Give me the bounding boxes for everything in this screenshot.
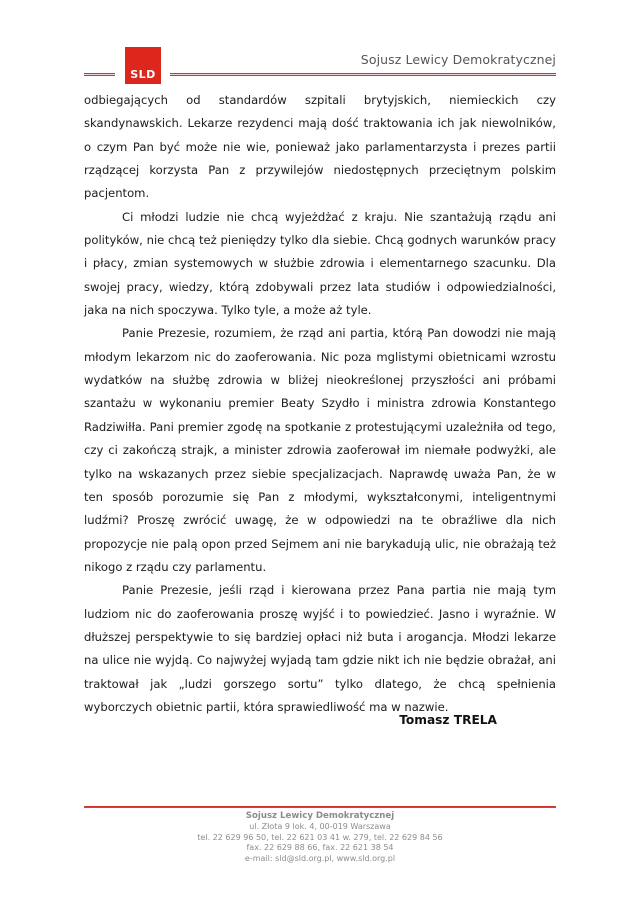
letter-body: [84, 89, 556, 719]
footer-rule: [84, 806, 556, 808]
footer-faxes: fax. 22 629 88 66, fax. 22 621 38 54: [246, 843, 394, 852]
footer-phones: tel. 22 629 96 50, tel. 22 621 03 41 w. 279, tel. 22 629 84 56: [197, 832, 443, 842]
paragraph-4: Panie Prezesie, jeśli rząd i kierowana przez Pana partia nie mają tym ludziom nic do zaoferowania proszę wyjść i to powiedzieć. Jasno i wyraźnie. W dłuższej perspektywie to się bardziej opłaci niż buta i arogancja. Młodzi lekarze na ulice nie wyjdą. Co najwyżej wyjadą tam gdzie nikt ich nie będzie obrażał, ani traktował jak „ludzi gorszego sortu” tylko dlatego, że chcą spełnienia wyborczych obietnic partii, która sprawiedliwość ma w nazwie.: [84, 583, 556, 714]
header-org-name: Sojusz Lewicy Demokratycznej: [360, 52, 556, 67]
page-footer: [84, 806, 556, 864]
paragraph-2: Ci młodzi ludzie nie chcą wyjeżdżać z kraju. Nie szantażują rządu ani polityków, nie chcą też pieniędzy tylko dla siebie. Chcą godnych warunków pracy i płacy, zmian systemowych w służbie zdrowia i elementarnego szacunku. Dla swojej pracy, wiedzy, którą zdobywali przez lata studiów i odpowiedzialności, jaka na nich spoczywa. Tylko tyle, a może aż tyle.: [84, 209, 556, 318]
paragraph-3: Panie Prezesie, rozumiem, że rząd ani partia, którą Pan dowodzi nie mają młodym lekarzom nic do zaoferowania. Nic poza mglistymi obietnicami wzrostu wydatków na służbę zdrowia w bliżej nieokreślonej przyszłości ani próbami szantażu w wykonaniu premier Beaty Szydło i ministra zdrowia Konstantego Radziwiłła. Pani premier zgodę na spotkanie z protestującymi uzależniła od tego, czy ci zakończą strajk, a minister zdrowia zaoferował im niemałe podwyżki, ale tylko na wskazanych przez siebie specjalizacjach. Naprawdę uważa Pan, że w ten sposób porozumie się Pan z młodymi, wykształconymi, inteligentnymi ludźmi? Proszę zwrócić uwagę, że w odpowiedzi na te obraźliwe dla nich propozycje nie palą opon przed Sejmem ani nie barykadują ulic, nie obrażają też nikogo z rządu czy parlamentu.: [84, 326, 556, 574]
header-rule-left: [84, 73, 115, 76]
paragraph-1: odbiegających od standardów szpitali brytyjskich, niemieckich czy skandynawskich. Lekarze rezydenci mają dość traktowania ich jak niewolników, o czym Pan być może nie wie, ponieważ jako parlamentarzysta i prezes partii rządzącej korzysta Pan z przywilejów niedostępnych przeciętnym polskim pacjentom.: [84, 93, 556, 201]
sld-logo-text: SLD: [130, 68, 156, 81]
sld-logo: [125, 47, 161, 84]
footer-contact-block: [84, 811, 556, 864]
header-rule-right: [170, 73, 556, 76]
footer-address: ul. Złota 9 lok. 4, 00-019 Warszawa: [249, 822, 391, 831]
signature-name: Tomasz TRELA: [399, 713, 497, 727]
footer-email-web: e-mail: sld@sld.org.pl, www.sld.org.pl: [244, 853, 396, 863]
footer-org-name: Sojusz Lewicy Demokratycznej: [245, 811, 395, 821]
